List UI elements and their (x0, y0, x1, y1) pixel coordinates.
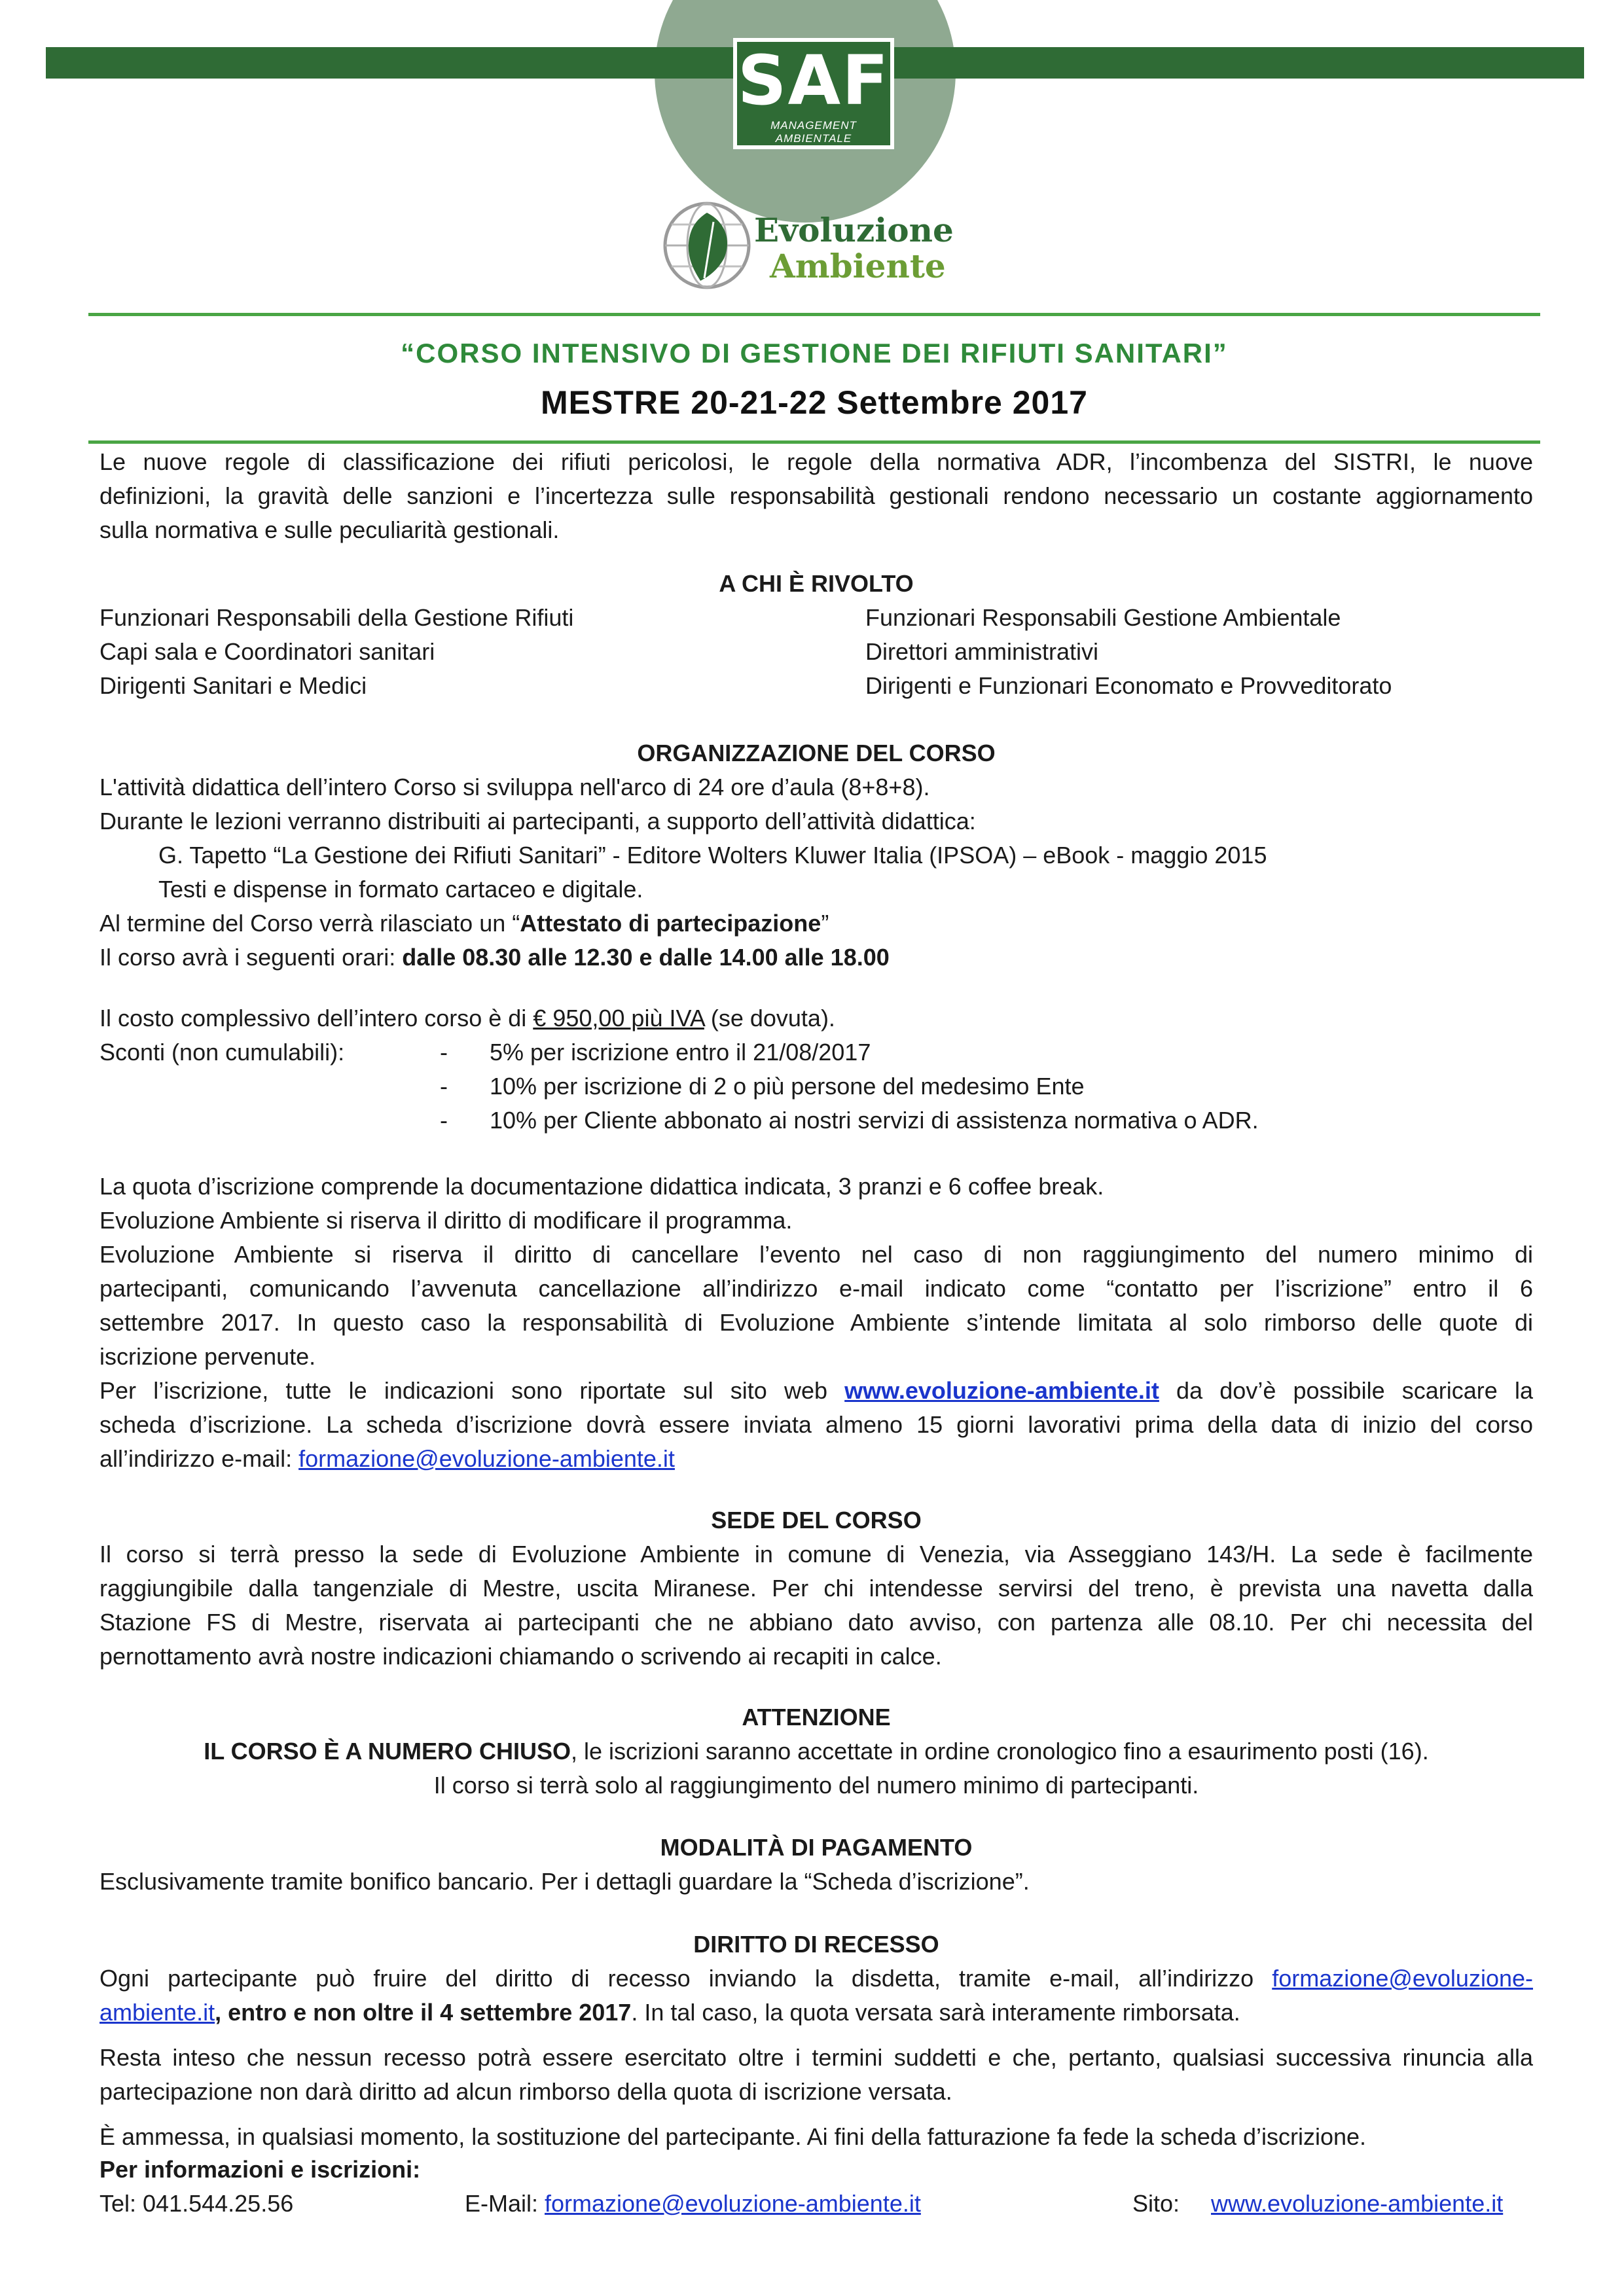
audience-right-1: Funzionari Responsabili Gestione Ambientale (865, 604, 1341, 631)
registration-line-3: all’indirizzo e-mail: formazione@evoluzione-ambiente.it (99, 1445, 675, 1472)
course-title: “CORSO INTENSIVO DI GESTIONE DEI RIFIUTI SANITARI” (401, 338, 1228, 368)
withdrawal-heading: DIRITTO DI RECESSO (693, 1931, 939, 1958)
saf-logo-sub2: AMBIENTALE (775, 132, 852, 145)
conditions-line-2: Evoluzione Ambiente si riserva il diritto di modificare il programma. (99, 1207, 793, 1234)
attention-heading: ATTENZIONE (742, 1704, 891, 1731)
course-date-location: MESTRE 20-21-22 Settembre 2017 (541, 384, 1088, 421)
contact-site-line (1211, 2187, 1503, 2221)
contacts-heading: Per informazioni e iscrizioni: (99, 2156, 421, 2183)
discount-dash-1: - (440, 1039, 448, 1066)
audience-left-2: Capi sala e Coordinatori sanitari (99, 638, 435, 665)
registration-line-1: Per l’iscrizione, tutte le indicazioni sono riportate sul sito web www.evoluzione-ambiente.it da dov’è possibile scaricare la (99, 1377, 1533, 1404)
conditions-line-5: settembre 2017. In questo caso la responsabilità di Evoluzione Ambiente s’intende limitata al solo rimborso delle quote di (99, 1309, 1533, 1336)
certificate-line: Al termine del Corso verrà rilasciato un “Attestato di partecipazione” (99, 910, 829, 937)
payment-heading: MODALITÀ DI PAGAMENTO (660, 1834, 973, 1861)
website-link[interactable]: www.evoluzione-ambiente.it (844, 1377, 1159, 1404)
contact-site-label: Sito: (1132, 2190, 1180, 2217)
contact-email-line: E-Mail: formazione@evoluzione-ambiente.it (465, 2190, 921, 2217)
audience-left-3: Dirigenti Sanitari e Medici (99, 672, 367, 699)
divider-top (88, 313, 1540, 316)
contact-email-link[interactable]: formazione@evoluzione-ambiente.it (545, 2190, 921, 2217)
withdrawal-line-5: È ammessa, in qualsiasi momento, la sostituzione del partecipante. Ai fini della fatturazione fa fede la scheda d’iscrizione. (99, 2123, 1367, 2150)
audience-left-1: Funzionari Responsabili della Gestione Rifiuti (99, 604, 574, 631)
attention-line-1: IL CORSO È A NUMERO CHIUSO, le iscrizioni saranno accettate in ordine cronologico fino a esaurimento posti (16). (204, 1738, 1429, 1765)
withdrawal-line-4: partecipazione non darà diritto ad alcun rimborso della quota di iscrizione versata. (99, 2078, 952, 2105)
globe-leaf-icon (661, 200, 753, 291)
conditions-line-6: iscrizione pervenute. (99, 1343, 316, 1370)
venue-line-2: raggiungibile dalla tangenziale di Mestre, uscita Miranese. Per chi intendesse servirsi del treno, è prevista una navetta dalla (99, 1575, 1533, 1602)
audience-right-3: Dirigenti e Funzionari Economato e Provveditorato (865, 672, 1392, 699)
discount-dash-3: - (440, 1107, 448, 1134)
schedule-line: Il corso avrà i seguenti orari: dalle 08.30 alle 12.30 e dalle 14.00 alle 18.00 (99, 944, 890, 971)
withdrawal-email-link-part2[interactable]: ambiente.it (99, 1999, 215, 2026)
saf-logo (733, 38, 894, 149)
withdrawal-line-1: Ogni partecipante può fruire del diritto di recesso inviando la disdetta, tramite e-mail, all’indirizzo formazione@evoluzione- (99, 1965, 1533, 1992)
saf-logo-sub1: MANAGEMENT (770, 119, 857, 132)
registration-email-link[interactable]: formazione@evoluzione-ambiente.it (298, 1445, 675, 1472)
price-amount: € 950,00 più IVA (533, 1005, 704, 1031)
withdrawal-email-link-part1[interactable]: formazione@evoluzione- (1272, 1965, 1533, 1992)
cost-line: Il costo complessivo dell’intero corso è di € 950,00 più IVA (se dovuta). (99, 1005, 835, 1031)
payment-line-1: Esclusivamente tramite bonifico bancario. Per i dettagli guardare la “Scheda d’iscrizione”. (99, 1868, 1030, 1895)
organization-hours-total: L'attività didattica dell’intero Corso si sviluppa nell'arco di 24 ore d’aula (8+8+8). (99, 774, 930, 800)
discount-dash-2: - (440, 1073, 448, 1100)
venue-heading: SEDE DEL CORSO (711, 1507, 922, 1534)
conditions-line-1: La quota d’iscrizione comprende la documentazione didattica indicata, 3 pranzi e 6 coffee break. (99, 1173, 1104, 1200)
brand-name-evoluzione: Evoluzione (754, 211, 954, 249)
withdrawal-line-3: Resta inteso che nessun recesso potrà essere esercitato oltre i termini suddetti e che, pertanto, qualsiasi successiva rinuncia alla (99, 2044, 1533, 2071)
contact-site-link[interactable]: www.evoluzione-ambiente.it (1211, 2190, 1504, 2217)
materials-item-1: G. Tapetto “La Gestione dei Rifiuti Sanitari” - Editore Wolters Kluwer Italia (IPSOA) – eBook - maggio 2015 (158, 842, 1267, 869)
conditions-line-3: Evoluzione Ambiente si riserva il diritto di cancellare l’evento nel caso di non raggiungimento del numero minimo di (99, 1241, 1533, 1268)
audience-heading: A CHI È RIVOLTO (719, 570, 914, 597)
registration-line-2: scheda d’iscrizione. La scheda d’iscrizione dovrà essere inviata almeno 15 giorni lavorativi prima della data di inizio del corso (99, 1411, 1533, 1438)
withdrawal-line-2: ambiente.it, entro e non oltre il 4 settembre 2017. In tal caso, la quota versata sarà interamente rimborsata. (99, 1999, 1240, 2026)
organization-materials-intro: Durante le lezioni verranno distribuiti ai partecipanti, a supporto dell’attività didattica: (99, 808, 976, 834)
contact-phone: Tel: 041.544.25.56 (99, 2190, 294, 2217)
conditions-line-4: partecipanti, comunicando l’avvenuta cancellazione all’indirizzo e-mail indicato come “contatto per l’iscrizione” entro il 6 (99, 1275, 1533, 1302)
venue-line-1: Il corso si terrà presso la sede di Evoluzione Ambiente in comune di Venezia, via Asseggiano 143/H. La sede è facilmente (99, 1541, 1533, 1568)
organization-heading: ORGANIZZAZIONE DEL CORSO (637, 740, 996, 766)
venue-line-3: Stazione FS di Mestre, riservata ai partecipanti che ne abbiano dato avviso, con partenza alle 08.10. Per chi necessita del (99, 1609, 1533, 1636)
intro-line-2: definizioni, la gravità delle sanzioni e l’incertezza sulle responsabilità gestionali rendono necessario un costante aggiornamento (99, 482, 1533, 509)
intro-line-1: Le nuove regole di classificazione dei rifiuti pericolosi, le regole della normativa ADR, l’incombenza del SISTRI, le nuove (99, 448, 1533, 475)
venue-line-4: pernottamento avrà nostre indicazioni chiamando o scrivendo ai recapiti in calce. (99, 1643, 942, 1670)
saf-logo-letters: SAF (737, 41, 890, 120)
discount-item-2: 10% per iscrizione di 2 o più persone del medesimo Ente (490, 1073, 1085, 1100)
brand-name-ambiente: Ambiente (770, 247, 946, 285)
divider-under-title (88, 440, 1540, 444)
discount-item-1: 5% per iscrizione entro il 21/08/2017 (490, 1039, 871, 1066)
materials-item-2: Testi e dispense in formato cartaceo e digitale. (158, 876, 643, 903)
discount-item-3: 10% per Cliente abbonato ai nostri servizi di assistenza normativa o ADR. (490, 1107, 1259, 1134)
attention-line-2: Il corso si terrà solo al raggiungimento del numero minimo di partecipanti. (433, 1772, 1199, 1799)
audience-right-2: Direttori amministrativi (865, 638, 1099, 665)
intro-line-3: sulla normativa e sulle peculiarità gestionali. (99, 516, 560, 543)
discounts-label: Sconti (non cumulabili): (99, 1039, 345, 1066)
